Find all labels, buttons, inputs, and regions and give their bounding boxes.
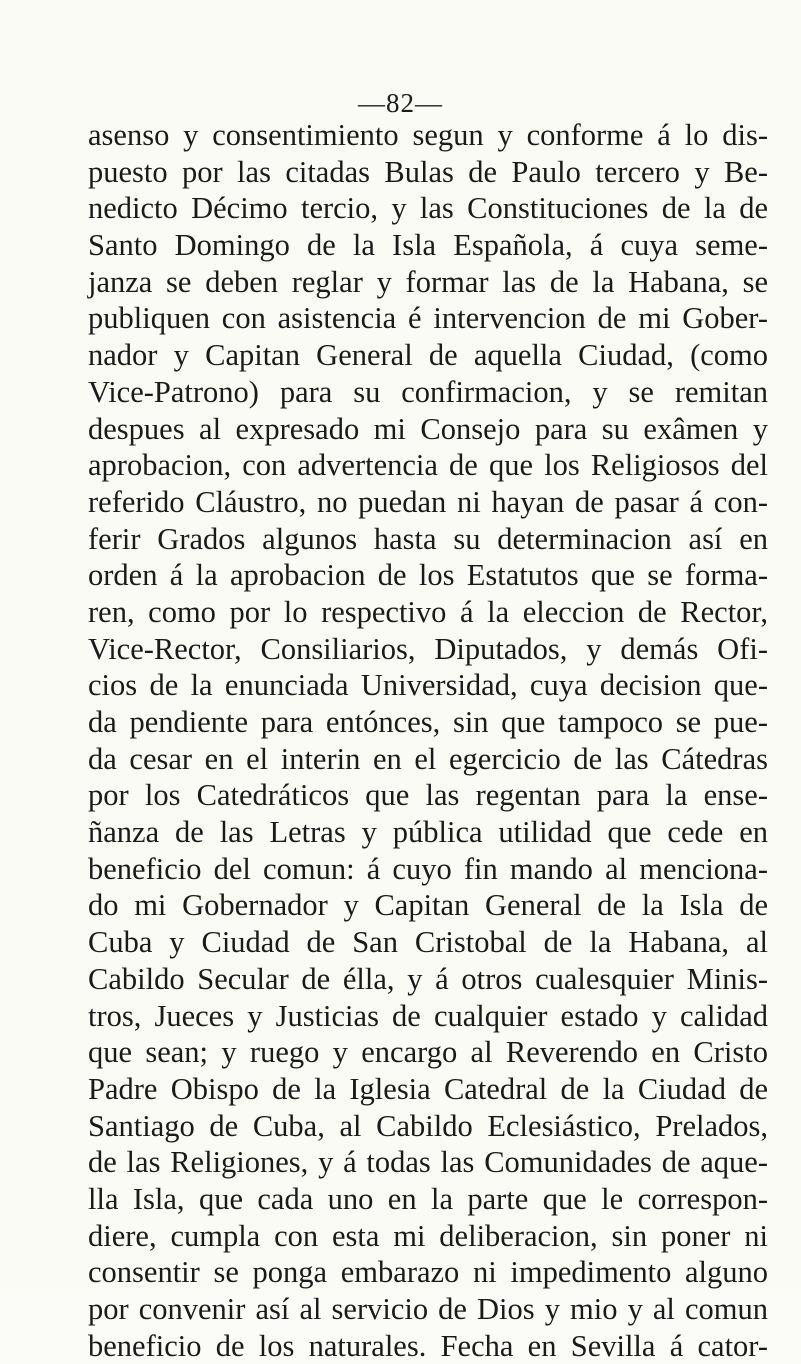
text-line: Cabildo Secular de élla, y á otros cualesquier Minis-	[88, 961, 768, 996]
text-line: beneficio del comun: á cuyo fin mando al menciona-	[88, 851, 768, 886]
text-line: nador y Capitan General de aquella Ciudad, (como	[88, 338, 768, 373]
text-line: asenso y consentimiento segun y conforme á lo dis-	[88, 118, 768, 152]
text-line: de las Religiones, y á todas las Comunidades de aque-	[88, 1145, 768, 1180]
body-text	[88, 117, 768, 1364]
text-line: Vice-Patrono) para su confirmacion, y se remitan	[88, 374, 768, 409]
text-line: orden á la aprobacion de los Estatutos que se forma-	[88, 558, 768, 593]
text-line: publiquen con asistencia é intervencion de mi Gober-	[88, 301, 768, 336]
text-line: Santo Domingo de la Isla Española, á cuya seme-	[88, 228, 768, 263]
page-number: —82—	[358, 88, 443, 118]
text-line: por los Catedráticos que las regentan para la ense-	[88, 778, 768, 813]
text-line: puesto por las citadas Bulas de Paulo tercero y Be-	[88, 154, 768, 189]
text-line: janza se deben reglar y formar las de la Habana, se	[88, 264, 768, 299]
text-line: tros, Jueces y Justicias de cualquier estado y calidad	[88, 998, 768, 1033]
text-line: lla Isla, que cada uno en la parte que le correspon-	[88, 1181, 768, 1216]
text-line: beneficio de los naturales. Fecha en Sevilla á cator-	[88, 1328, 768, 1363]
text-line: Padre Obispo de la Iglesia Catedral de la Ciudad de	[88, 1071, 768, 1106]
text-line: que sean; y ruego y encargo al Reverendo en Cristo	[88, 1035, 768, 1070]
text-line: Santiago de Cuba, al Cabildo Eclesiástico, Prelados,	[88, 1108, 768, 1143]
text-line: ren, como por lo respectivo á la eleccion de Rector,	[88, 594, 768, 629]
text-line: do mi Gobernador y Capitan General de la Isla de	[88, 888, 768, 923]
text-line: da pendiente para entónces, sin que tampoco se pue-	[88, 705, 768, 739]
text-line: diere, cumpla con esta mi deliberacion, sin poner ni	[88, 1218, 768, 1253]
text-line: aprobacion, con advertencia de que los Religiosos del	[88, 448, 768, 483]
text-line: nedicto Décimo tercio, y las Constituciones de la de	[88, 191, 768, 226]
text-line: referido Cláustro, no puedan ni hayan de pasar á con-	[88, 484, 768, 519]
text-line: por convenir así al servicio de Dios y mio y al comun	[88, 1292, 768, 1326]
text-line: consentir se ponga embarazo ni impedimento alguno	[88, 1255, 768, 1290]
text-line: despues al expresado mi Consejo para su exâmen y	[88, 411, 768, 446]
text-line: ferir Grados algunos hasta su determinacion así en	[88, 521, 768, 556]
text-line: Cuba y Ciudad de San Cristobal de la Habana, al	[88, 925, 768, 960]
text-line: cios de la enunciada Universidad, cuya decision que-	[88, 668, 768, 703]
text-line: ñanza de las Letras y pública utilidad que cede en	[88, 815, 768, 850]
text-line: da cesar en el interin en el egercicio de las Cátedras	[88, 741, 768, 776]
text-line: Vice-Rector, Consiliarios, Diputados, y demás Ofi-	[88, 631, 768, 666]
